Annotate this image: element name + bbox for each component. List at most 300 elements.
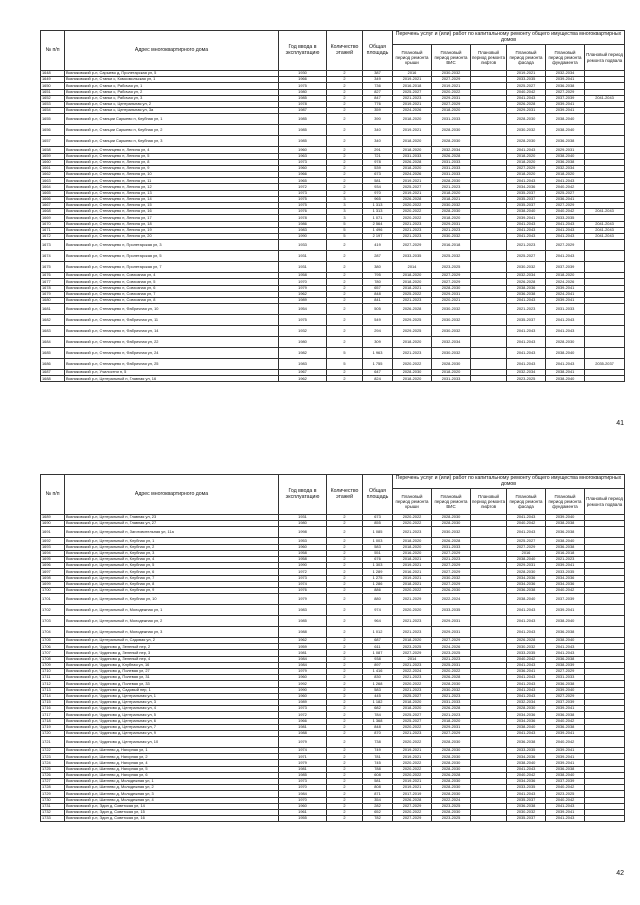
row-area: 549	[363, 315, 393, 326]
row-address: Вязниковский р-н, Училостни п, 5	[65, 370, 279, 376]
row-area: 611	[363, 644, 393, 650]
roof-period: 2025-2022	[393, 291, 432, 297]
foundation-period: 2018-2020	[546, 172, 585, 178]
engineering-period: 2027-2029	[432, 581, 471, 587]
row-floors: 2	[327, 669, 363, 675]
row-area: 657	[363, 285, 393, 291]
row-area: 676	[363, 556, 393, 562]
facade-period: 2041-2043	[507, 348, 546, 359]
engineering-period: 2023-2025	[432, 650, 471, 656]
row-year: 1983	[279, 605, 327, 616]
row-floors: 3	[327, 215, 363, 221]
row-year: 1974	[279, 748, 327, 754]
row-area: 387	[363, 71, 393, 77]
facade-period: 2030-2032	[507, 262, 546, 273]
repair-table-page-2	[40, 474, 625, 822]
row-floors: 5	[327, 359, 363, 370]
engineering-period: 2027-2029	[432, 77, 471, 83]
row-number: 1712	[41, 681, 65, 687]
foundation-period: 2041-2043	[546, 221, 585, 227]
row-area: 581	[363, 178, 393, 184]
row-address: Вязниковский р-н, Степанцево п, Пролетарская ул, 7	[65, 262, 279, 273]
row-year: 1971	[279, 754, 327, 760]
row-area: 445	[363, 693, 393, 699]
row-address: Вязниковский р-н, Центральный п, Молодежная ул, 2	[65, 616, 279, 627]
facade-period: 2028-2030	[507, 706, 546, 712]
row-floors: 2	[327, 594, 363, 605]
row-floors: 2	[327, 575, 363, 581]
engineering-period: 2018-2020	[432, 190, 471, 196]
facade-period: 2033-2035	[507, 785, 546, 791]
basement-period: 2041-2043	[585, 233, 625, 239]
row-floors: 2	[327, 706, 363, 712]
row-floors: 2	[327, 724, 363, 730]
roof-period: 2019-2021	[393, 785, 432, 791]
facade-period: 2034-2036	[507, 712, 546, 718]
row-floors: 2	[327, 563, 363, 569]
roof-period: 2016-2018	[393, 83, 432, 89]
row-area: 1 416	[363, 669, 393, 675]
table-row	[41, 816, 625, 822]
row-number: 1716	[41, 706, 65, 712]
foundation-period: 2038-2041	[546, 370, 585, 376]
row-number: 1678	[41, 285, 65, 291]
roof-period: 2018-2020	[393, 114, 432, 125]
basement-period	[585, 737, 625, 748]
row-number: 1703	[41, 616, 65, 627]
foundation-period: 2041-2043	[546, 816, 585, 822]
row-year: 1985	[279, 136, 327, 147]
roof-period: 2018-2020	[393, 165, 432, 171]
row-number: 1705	[41, 638, 65, 644]
register-page-1	[40, 30, 624, 382]
row-area: 1 085	[363, 527, 393, 538]
row-address: Вязниковский р-н, Чудиново д, Центральная ул, 9	[65, 730, 279, 736]
col-engineering-header: Плановый период ремонта ВИС	[432, 45, 471, 71]
row-year: 1985	[279, 114, 327, 125]
row-number: 1650	[41, 83, 65, 89]
row-floors: 2	[327, 556, 363, 562]
engineering-period: 2021-2023	[432, 712, 471, 718]
row-floors: 2	[327, 297, 363, 303]
foundation-period: 2027-2029	[546, 203, 585, 209]
row-floors: 2	[327, 291, 363, 297]
roof-period: 2028-2030	[393, 370, 432, 376]
row-floors: 2	[327, 178, 363, 184]
row-address: Вязниковский р-н, Станки с, Центральная ул, 3а	[65, 108, 279, 114]
row-number: 1694	[41, 550, 65, 556]
facade-period: 2032-2034	[507, 699, 546, 705]
roof-period: 2019-2021	[393, 101, 432, 107]
row-number: 1688	[41, 376, 65, 382]
facade-period: 2035-2037	[507, 190, 546, 196]
row-address: Вязниковский р-н, Чудиново д, Центральная ул, 3	[65, 699, 279, 705]
engineering-period: 2027-2029	[432, 273, 471, 279]
row-floors: 2	[327, 71, 363, 77]
basement-period	[585, 816, 625, 822]
lifts-period	[471, 605, 507, 616]
foundation-period: 2039-2040	[546, 515, 585, 521]
engineering-period: 2023-2025	[432, 803, 471, 809]
foundation-period: 2039-2041	[546, 730, 585, 736]
col-lifts-header: Плановый период ремонта лифтов	[471, 489, 507, 515]
col-basement-header: Плановый период ремонта подвала	[585, 489, 625, 515]
row-floors: 2	[327, 650, 363, 656]
table-body	[41, 71, 625, 382]
row-area: 1 275	[363, 575, 393, 581]
row-floors: 2	[327, 803, 363, 809]
row-area: 1 496	[363, 227, 393, 233]
row-area: 848	[363, 291, 393, 297]
lifts-period	[471, 348, 507, 359]
row-number: 1663	[41, 178, 65, 184]
register-page-2	[40, 474, 624, 822]
row-year: 1985	[279, 772, 327, 778]
row-number: 1723	[41, 754, 65, 760]
facade-period: 2041-2043	[507, 147, 546, 153]
row-floors: 2	[327, 662, 363, 668]
row-address: Вязниковский р-н, Центральный п, Заготовительная ул, 11а	[65, 527, 279, 538]
row-year: 1978	[279, 101, 327, 107]
col-area-header: Общая площадь	[363, 475, 393, 515]
engineering-period: 2021-2023	[432, 227, 471, 233]
row-area: 782	[363, 816, 393, 822]
facade-period: 2035-2037	[507, 203, 546, 209]
col-facade-header: Плановый период ремонта фасада	[507, 489, 546, 515]
engineering-period: 2016-2018	[432, 240, 471, 251]
table-row	[41, 376, 625, 382]
row-number: 1669	[41, 215, 65, 221]
row-area: 780	[363, 279, 393, 285]
basement-period	[585, 114, 625, 125]
col-area-header: Общая площадь	[363, 31, 393, 71]
facade-period: 2025-2027	[507, 538, 546, 544]
row-year: 1976	[279, 587, 327, 593]
engineering-period: 2028-2030	[432, 766, 471, 772]
table-row	[41, 616, 625, 627]
row-area: 2 564	[363, 221, 393, 227]
row-year: 1981	[279, 766, 327, 772]
row-number: 1656	[41, 125, 65, 136]
row-number: 1721	[41, 737, 65, 748]
engineering-period: 2030-2032	[432, 315, 471, 326]
row-number: 1664	[41, 184, 65, 190]
row-address: Вязниковский р-н, Чудиново д, Центральная ул, 4	[65, 706, 279, 712]
row-floors: 3	[327, 196, 363, 202]
foundation-period: 2039-2041	[546, 605, 585, 616]
row-address: Вязниковский р-н, Станции Сарыево п, Клубная ул, 2	[65, 125, 279, 136]
row-year: 1982	[279, 348, 327, 359]
row-floors: 2	[327, 737, 363, 748]
engineering-period: 2030-2032	[432, 575, 471, 581]
foundation-period: 2038-2040	[546, 114, 585, 125]
row-year: 1953	[279, 538, 327, 544]
col-lifts-header: Плановый период ремонта лифтов	[471, 45, 507, 71]
row-number: 1684	[41, 337, 65, 348]
row-number: 1697	[41, 569, 65, 575]
facade-period: 2023-2025	[507, 376, 546, 382]
row-floors: 5	[327, 221, 363, 227]
row-year: 1979	[279, 594, 327, 605]
col-year-header: Год ввода в эксплуатацию	[279, 31, 327, 71]
roof-period: 2020-2022	[393, 521, 432, 527]
roof-period: 2023-2025	[393, 644, 432, 650]
roof-period: 2029-2025	[393, 315, 432, 326]
row-number: 1648	[41, 71, 65, 77]
engineering-period: 2031-2033	[432, 159, 471, 165]
basement-period	[585, 348, 625, 359]
row-address: Вязниковский р-н, Степанцево п, Ленина ул, 10	[65, 172, 279, 178]
roof-period: 2024-2026	[393, 172, 432, 178]
row-floors: 2	[327, 712, 363, 718]
row-area: 359	[363, 108, 393, 114]
row-year: 1975	[279, 83, 327, 89]
row-year: 1966	[279, 77, 327, 83]
col-roof-header: Плановый период ремонта крыши	[393, 489, 432, 515]
basement-period	[585, 616, 625, 627]
foundation-period: 2041-2043	[546, 803, 585, 809]
row-address: Вязниковский р-н, Чудиново д, Центральная ул, 1	[65, 693, 279, 699]
row-year: 1962	[279, 638, 327, 644]
row-number: 1710	[41, 669, 65, 675]
roof-period: 2020-2022	[393, 215, 432, 221]
row-area: 974	[363, 605, 393, 616]
foundation-period: 2036-2038	[546, 724, 585, 730]
row-number: 1702	[41, 605, 65, 616]
foundation-period: 2036-2038	[546, 159, 585, 165]
col-num-header: № п/п	[41, 31, 65, 71]
foundation-period: 2031-2033	[546, 304, 585, 315]
roof-period: 2018-2021	[393, 556, 432, 562]
engineering-period: 2032-2034	[432, 147, 471, 153]
lifts-period	[471, 816, 507, 822]
row-address: Вязниковский р-н, Степанцево п, Совхозная ул, 4	[65, 273, 279, 279]
engineering-period: 2030-2032	[432, 326, 471, 337]
foundation-period: 2039-2041	[546, 297, 585, 303]
basement-period	[585, 627, 625, 638]
facade-period: 2028-2030	[507, 114, 546, 125]
engineering-period: 2028-2030	[432, 125, 471, 136]
row-address: Вязниковский р-н, Центральный п, Молодежная ул, 1	[65, 605, 279, 616]
row-area: 938	[363, 656, 393, 662]
roof-period: 2026-2028	[393, 797, 432, 803]
row-address: Вязниковский р-н, Чудиново д, Садовый пер, 1	[65, 687, 279, 693]
engineering-period: 2029-2031	[432, 221, 471, 227]
row-year: 1979	[279, 669, 327, 675]
row-number: 1724	[41, 760, 65, 766]
row-number: 1722	[41, 748, 65, 754]
row-year: 1963	[279, 153, 327, 159]
col-floors-header: Количество этажей	[327, 31, 363, 71]
engineering-period: 2027-2029	[432, 730, 471, 736]
row-floors: 2	[327, 605, 363, 616]
row-number: 1727	[41, 779, 65, 785]
row-area: 419	[363, 240, 393, 251]
row-area: 795	[363, 273, 393, 279]
table-row	[41, 627, 625, 638]
foundation-period: 2028-2030	[546, 337, 585, 348]
facade-period: 2041-2043	[507, 95, 546, 101]
row-floors: 2	[327, 627, 363, 638]
roof-period: 2019-2021	[393, 779, 432, 785]
roof-period: 2020-2022	[393, 737, 432, 748]
engineering-period: 2021-2023	[432, 656, 471, 662]
foundation-period: 2036-2038	[546, 136, 585, 147]
engineering-period: 2026-2028	[432, 153, 471, 159]
row-year: 1970	[279, 279, 327, 285]
foundation-period: 2029-2031	[546, 147, 585, 153]
lifts-period	[471, 136, 507, 147]
roof-period: 2021-2023	[393, 95, 432, 101]
facade-period: 2035-2037	[507, 196, 546, 202]
row-number: 1719	[41, 724, 65, 730]
foundation-period: 2041-2043	[546, 178, 585, 184]
row-floors: 2	[327, 153, 363, 159]
col-foundation-header: Плановый период ремонта фундамента	[546, 45, 585, 71]
row-floors: 3	[327, 209, 363, 215]
roof-period: 2018-2020	[393, 544, 432, 550]
engineering-period: 2029-2031	[432, 627, 471, 638]
row-number: 1668	[41, 209, 65, 215]
row-address: Вязниковский р-н, Шатнево д, Нагорная ул, 5	[65, 766, 279, 772]
row-area: 870	[363, 730, 393, 736]
facade-period: 2016	[507, 550, 546, 556]
row-number: 1660	[41, 159, 65, 165]
row-floors: 2	[327, 730, 363, 736]
row-year: 1979	[279, 285, 327, 291]
row-number: 1685	[41, 348, 65, 359]
row-year: 1932	[279, 326, 327, 337]
roof-period: 2019-2021	[393, 178, 432, 184]
roof-period: 2020-2022	[393, 203, 432, 209]
row-floors: 2	[327, 285, 363, 291]
row-number: 1729	[41, 791, 65, 797]
row-year: 1973	[279, 706, 327, 712]
row-address: Вязниковский р-н, Чудиново д, Зеленый пер, 4	[65, 656, 279, 662]
engineering-period: 2031-2033	[432, 376, 471, 382]
roof-period: 2021-2023	[393, 627, 432, 638]
engineering-period: 2027-2029	[432, 638, 471, 644]
row-floors: 2	[327, 748, 363, 754]
row-area: 349	[363, 77, 393, 83]
row-floors: 2	[327, 538, 363, 544]
engineering-period: 2031-2033	[432, 165, 471, 171]
row-area: 583	[363, 544, 393, 550]
col-year-header: Год ввода в эксплуатацию	[279, 475, 327, 515]
row-floors: 2	[327, 675, 363, 681]
row-address: Вязниковский р-н, Шатнево д, Молодежная ул, 1	[65, 779, 279, 785]
row-number: 1695	[41, 556, 65, 562]
roof-period: 2018-2020	[393, 273, 432, 279]
row-year: 1984	[279, 662, 327, 668]
facade-period: 2041-2043	[507, 687, 546, 693]
foundation-period: 2039-2041	[546, 563, 585, 569]
roof-period: 2020-2022	[393, 772, 432, 778]
row-address: Вязниковский р-н, Шатнево д, Нагорная ул, 2	[65, 754, 279, 760]
row-address: Вязниковский р-н, Шатнево д, Молодежная ул, 4	[65, 797, 279, 803]
row-address: Вязниковский р-н, Центральный п, Молодежная ул, 3	[65, 627, 279, 638]
foundation-period: 2041-2043	[546, 233, 585, 239]
roof-period: 2021-2023	[393, 227, 432, 233]
engineering-period: 2027-2029	[432, 550, 471, 556]
roof-period: 2020-2022	[393, 209, 432, 215]
row-floors: 2	[327, 184, 363, 190]
row-area: 1 368	[363, 718, 393, 724]
roof-period: 2018-2020	[393, 136, 432, 147]
roof-period: 2020-2022	[393, 515, 432, 521]
lifts-period	[471, 376, 507, 382]
row-number: 1718	[41, 718, 65, 724]
row-number: 1720	[41, 730, 65, 736]
engineering-period: 2026-2028	[432, 538, 471, 544]
row-address: Вязниковский р-н, Эдон д, Советская ул, 14	[65, 803, 279, 809]
table-row	[41, 315, 625, 326]
row-year: 1974	[279, 581, 327, 587]
facade-period: 2038-2040	[507, 724, 546, 730]
facade-period: 2038-2036	[507, 285, 546, 291]
foundation-period: 2034-2036	[546, 581, 585, 587]
row-year: 1980	[279, 521, 327, 527]
row-year: 1992	[279, 681, 327, 687]
lifts-period	[471, 337, 507, 348]
row-year: 1988	[279, 730, 327, 736]
facade-period: 2041-2043	[507, 178, 546, 184]
row-area: 1 755	[363, 359, 393, 370]
facade-period: 2034-2036	[507, 779, 546, 785]
row-year: 1970	[279, 785, 327, 791]
row-address: Вязниковский р-н, Центральный п, Главная ул, 27	[65, 521, 279, 527]
row-address: Вязниковский р-н, Центральный п, Главная ул, 23	[65, 515, 279, 521]
row-address: Вязниковский р-н, Чудиново д, Клубная ул, 16	[65, 662, 279, 668]
facade-period: 2041-2043	[507, 616, 546, 627]
row-address: Вязниковский р-н, Чудиново д, Полевая ул, 33	[65, 681, 279, 687]
facade-period: 2029-2031	[507, 108, 546, 114]
col-address-header: Адрес многоквартирного дома	[65, 31, 279, 71]
row-floors: 2	[327, 190, 363, 196]
facade-period: 2034-2036	[507, 184, 546, 190]
table-row	[41, 527, 625, 538]
basement-period	[585, 136, 625, 147]
roof-period: 2026-2028	[393, 304, 432, 315]
foundation-period: 2041-2043	[546, 650, 585, 656]
engineering-period: 2028-2030	[432, 136, 471, 147]
facade-period: 2029-2031	[507, 563, 546, 569]
foundation-period: 2036-2038	[546, 681, 585, 687]
facade-period: 2021-2023	[507, 240, 546, 251]
row-floors: 2	[327, 779, 363, 785]
roof-period: 2018-2020	[393, 147, 432, 153]
row-address: Вязниковский р-н, Степанцево п, Совхозная ул, 7	[65, 291, 279, 297]
row-number: 1700	[41, 587, 65, 593]
foundation-period: 2039-2041	[546, 760, 585, 766]
facade-period: 2021-2023	[507, 304, 546, 315]
roof-period: 2025-2027	[393, 184, 432, 190]
roof-period: 2016-2020	[393, 550, 432, 556]
row-area: 964	[363, 616, 393, 627]
repair-table-page-1	[40, 30, 625, 382]
engineering-period: 2028-2030	[432, 178, 471, 184]
row-number: 1708	[41, 656, 65, 662]
facade-period: 2041-2043	[507, 675, 546, 681]
lifts-period	[471, 315, 507, 326]
roof-period: 2027-2029	[393, 240, 432, 251]
row-year: 1975	[279, 196, 327, 202]
row-number: 1717	[41, 712, 65, 718]
engineering-period: 2025-2031	[432, 662, 471, 668]
roof-period: 2014	[393, 656, 432, 662]
engineering-period: 2031-2033	[432, 544, 471, 550]
row-area: 287	[363, 251, 393, 262]
